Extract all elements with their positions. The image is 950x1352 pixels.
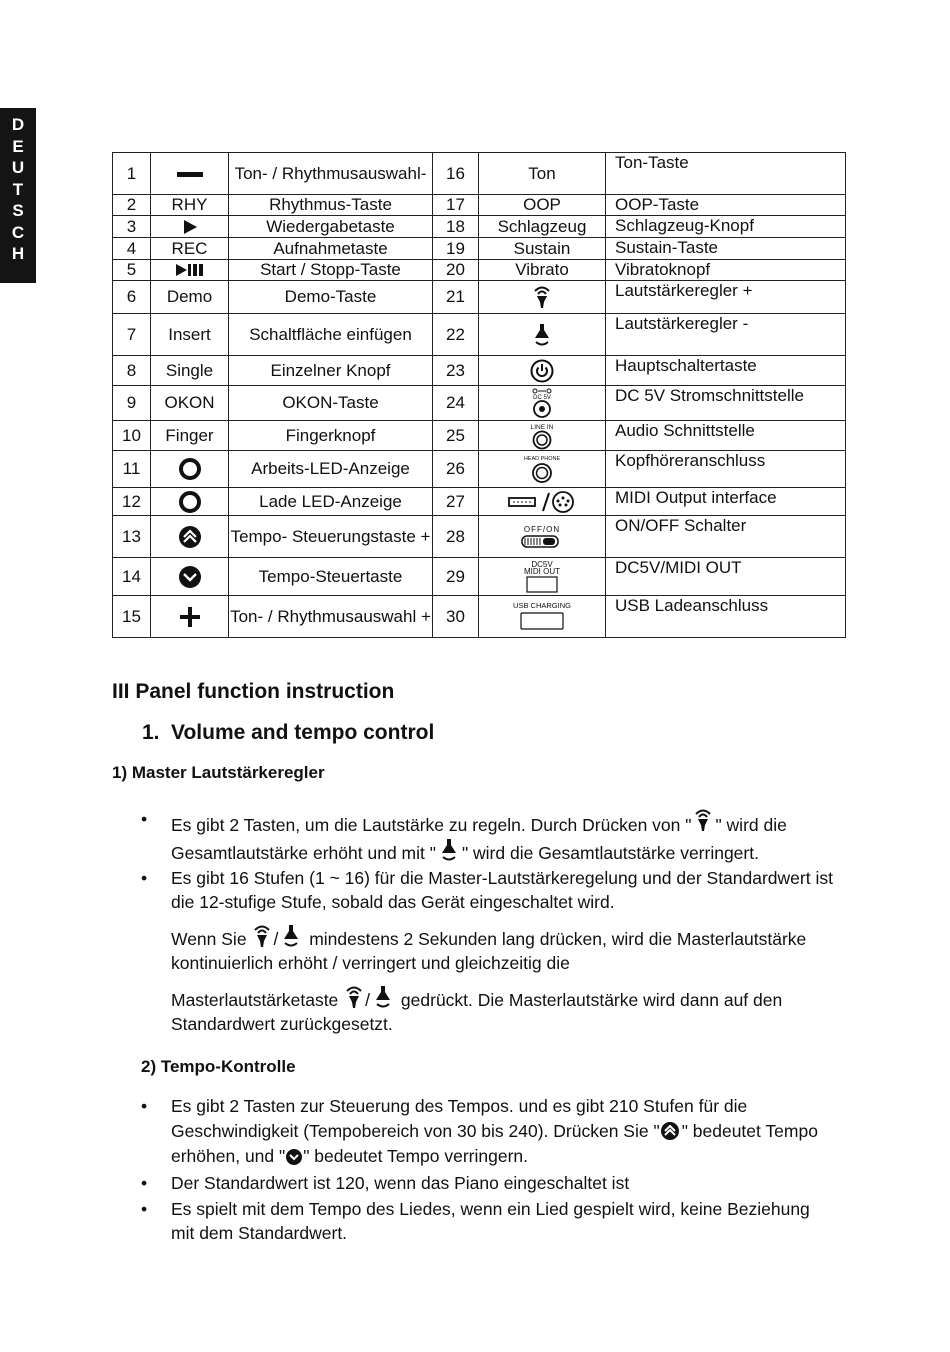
list-item bbox=[112, 1094, 836, 1169]
part-key: Sustain bbox=[479, 238, 606, 260]
slash: / bbox=[365, 990, 371, 1010]
tempo-up-icon bbox=[151, 516, 229, 558]
headphone-jack-icon bbox=[479, 451, 606, 488]
part-number: 12 bbox=[113, 488, 151, 516]
part-description: Einzelner Knopf bbox=[229, 356, 433, 386]
list-item-text: " wird die Gesamtlautstärke verringert. bbox=[461, 843, 759, 863]
tempo-down-icon bbox=[285, 1148, 303, 1166]
subsection-title-text: Volume and tempo control bbox=[171, 721, 435, 744]
table-row bbox=[113, 421, 846, 451]
part-key: RHY bbox=[151, 195, 229, 216]
list-item-text: " bedeutet Tempo verringern. bbox=[303, 1146, 529, 1166]
play-pause-icon bbox=[151, 260, 229, 281]
minus-bar-icon bbox=[151, 153, 229, 195]
part-description: Lautstärkeregler + bbox=[606, 281, 846, 314]
subsection-number: 1. bbox=[142, 721, 160, 744]
part-number: 9 bbox=[113, 386, 151, 421]
part-description: OKON-Taste bbox=[229, 386, 433, 421]
volume-up-icon bbox=[479, 281, 606, 314]
volume-up-icon bbox=[691, 807, 715, 833]
plus-icon bbox=[151, 596, 229, 638]
part-description: Start / Stopp-Taste bbox=[229, 260, 433, 281]
led-ring-icon bbox=[151, 451, 229, 488]
side-tab-letter: D bbox=[11, 115, 25, 134]
list-item-text: gedrückt. Die Masterlautstärke wird dann auf den Standardwert zurückgesetzt. bbox=[171, 990, 783, 1034]
part-description: Ton- / Rhythmusauswahl- bbox=[229, 153, 433, 195]
part-number: 22 bbox=[433, 314, 479, 356]
master-volume-heading: 1) Master Lautstärkeregler bbox=[112, 763, 325, 782]
switch-label: OFF/ON bbox=[523, 524, 561, 534]
table-row bbox=[113, 195, 846, 216]
part-number: 11 bbox=[113, 451, 151, 488]
part-key: Finger bbox=[151, 421, 229, 451]
part-key: REC bbox=[151, 238, 229, 260]
part-key: OKON bbox=[151, 386, 229, 421]
power-icon bbox=[479, 356, 606, 386]
list-item-text: Es gibt 2 Tasten zur Steuerung des Tempos. und es gibt 210 Stufen für die Geschwindigkeit (Tempobereich von 30 bis 240). Drücken Sie " bbox=[171, 1096, 748, 1141]
part-number: 10 bbox=[113, 421, 151, 451]
part-description: MIDI Output interface bbox=[606, 488, 846, 516]
part-description: Tempo-Steuertaste bbox=[229, 558, 433, 596]
dc-midi-label: MIDI OUT bbox=[524, 566, 560, 576]
part-key: Insert bbox=[151, 314, 229, 356]
line-in-jack-icon bbox=[479, 421, 606, 451]
part-key: Single bbox=[151, 356, 229, 386]
part-key: Ton bbox=[479, 153, 606, 195]
volume-up-icon bbox=[251, 923, 273, 949]
language-side-tab bbox=[0, 108, 36, 283]
part-description: Demo-Taste bbox=[229, 281, 433, 314]
subsection-title bbox=[142, 721, 434, 745]
dc-jack-icon bbox=[479, 386, 606, 421]
part-key: Vibrato bbox=[479, 260, 606, 281]
tempo-heading: 2) Tempo-Kontrolle bbox=[141, 1057, 296, 1076]
side-tab-letter: U bbox=[11, 158, 25, 177]
list-item-text: Es spielt mit dem Tempo des Liedes, wenn ein Lied gespielt wird, keine Beziehung mit dem Standardwert. bbox=[171, 1199, 810, 1243]
part-number: 19 bbox=[433, 238, 479, 260]
part-description: Wiedergabetaste bbox=[229, 216, 433, 238]
midi-port-icon bbox=[479, 488, 606, 516]
list-item bbox=[112, 1197, 836, 1245]
table-row bbox=[113, 238, 846, 260]
table-row bbox=[113, 153, 846, 195]
section-title: III Panel function instruction bbox=[112, 680, 395, 703]
table-row bbox=[113, 451, 846, 488]
table-row bbox=[113, 260, 846, 281]
part-number: 17 bbox=[433, 195, 479, 216]
list-item-text: Es gibt 2 Tasten, um die Lautstärke zu regeln. Durch Drücken von " bbox=[171, 815, 692, 835]
table-row bbox=[113, 356, 846, 386]
part-number: 21 bbox=[433, 281, 479, 314]
side-tab-letter: H bbox=[11, 244, 25, 263]
parts-table bbox=[112, 152, 846, 638]
part-number: 28 bbox=[433, 516, 479, 558]
part-description: Kopfhöreranschluss bbox=[606, 451, 846, 488]
list-item-text: " wird die Gesamtlautstärke erhöht und mit " bbox=[171, 815, 787, 863]
part-number: 25 bbox=[433, 421, 479, 451]
part-number: 3 bbox=[113, 216, 151, 238]
part-number: 14 bbox=[113, 558, 151, 596]
part-description: Ton-Taste bbox=[606, 153, 846, 195]
list-item-text: mindestens 2 Sekunden lang drücken, wird die Masterlautstärke kontinuierlich erhöht / verringert und gleichzeitig die bbox=[171, 929, 807, 973]
table-row bbox=[113, 386, 846, 421]
part-number: 26 bbox=[433, 451, 479, 488]
part-description: Aufnahmetaste bbox=[229, 238, 433, 260]
part-number: 5 bbox=[113, 260, 151, 281]
list-item-text: Masterlautstärketaste bbox=[171, 990, 339, 1010]
usb-port-icon bbox=[479, 596, 606, 638]
part-key: Schlagzeug bbox=[479, 216, 606, 238]
dc-midi-port-icon bbox=[479, 558, 606, 596]
part-key: Demo bbox=[151, 281, 229, 314]
part-number: 4 bbox=[113, 238, 151, 260]
volume-down-icon bbox=[436, 837, 462, 863]
part-number: 27 bbox=[433, 488, 479, 516]
master-volume-list bbox=[112, 807, 836, 1036]
table-row bbox=[113, 314, 846, 356]
led-ring-icon bbox=[151, 488, 229, 516]
part-number: 7 bbox=[113, 314, 151, 356]
part-description: Lade LED-Anzeige bbox=[229, 488, 433, 516]
part-number: 6 bbox=[113, 281, 151, 314]
side-tab-letter: S bbox=[12, 201, 24, 220]
part-description: Schaltfläche einfügen bbox=[229, 314, 433, 356]
part-description: Hauptschaltertaste bbox=[606, 356, 846, 386]
list-item bbox=[112, 866, 836, 1036]
switch-icon bbox=[479, 516, 606, 558]
part-number: 18 bbox=[433, 216, 479, 238]
part-description: USB Ladeanschluss bbox=[606, 596, 846, 638]
table-row bbox=[113, 596, 846, 638]
part-number: 15 bbox=[113, 596, 151, 638]
part-description: ON/OFF Schalter bbox=[606, 516, 846, 558]
tempo-list bbox=[112, 1094, 836, 1245]
part-number: 13 bbox=[113, 516, 151, 558]
line-in-label: LINE IN bbox=[530, 423, 554, 431]
list-item-text: Der Standardwert ist 120, wenn das Piano eingeschaltet ist bbox=[171, 1173, 630, 1193]
volume-down-icon bbox=[370, 984, 396, 1010]
dc-jack-label: DC 5V bbox=[533, 395, 551, 401]
part-description: Schlagzeug-Knopf bbox=[606, 216, 846, 238]
dc-midi-label: DC5V bbox=[531, 559, 553, 569]
play-icon bbox=[151, 216, 229, 238]
part-number: 16 bbox=[433, 153, 479, 195]
part-description: DC5V/MIDI OUT bbox=[606, 558, 846, 596]
part-number: 2 bbox=[113, 195, 151, 216]
table-row bbox=[113, 488, 846, 516]
part-number: 23 bbox=[433, 356, 479, 386]
tempo-up-icon bbox=[660, 1121, 682, 1141]
part-key: OOP bbox=[479, 195, 606, 216]
part-description: OOP-Taste bbox=[606, 195, 846, 216]
side-tab-letter: E bbox=[12, 136, 24, 156]
part-description: Lautstärkeregler - bbox=[606, 314, 846, 356]
table-row bbox=[113, 216, 846, 238]
side-tab-letter: C bbox=[11, 222, 25, 242]
list-item bbox=[112, 807, 836, 865]
part-description: Arbeits-LED-Anzeige bbox=[229, 451, 433, 488]
part-description: Ton- / Rhythmusauswahl + bbox=[229, 596, 433, 638]
table-row bbox=[113, 281, 846, 314]
slash: / bbox=[273, 929, 279, 949]
part-description: Audio Schnittstelle bbox=[606, 421, 846, 451]
usb-label: USB CHARGING bbox=[513, 600, 571, 610]
part-number: 8 bbox=[113, 356, 151, 386]
list-item-text: Wenn Sie bbox=[171, 929, 247, 949]
side-tab-letter: T bbox=[12, 179, 24, 199]
part-description: Sustain-Taste bbox=[606, 238, 846, 260]
list-item-text: " bedeutet Tempo erhöhen, und " bbox=[171, 1121, 818, 1166]
volume-down-icon bbox=[278, 923, 304, 949]
part-description: Vibratoknopf bbox=[606, 260, 846, 281]
part-number: 20 bbox=[433, 260, 479, 281]
headphone-label: HEAD PHONE bbox=[523, 456, 561, 462]
tempo-down-icon bbox=[151, 558, 229, 596]
part-description: Fingerknopf bbox=[229, 421, 433, 451]
part-number: 1 bbox=[113, 153, 151, 195]
part-description: DC 5V Stromschnittstelle bbox=[606, 386, 846, 421]
list-item bbox=[112, 1171, 836, 1195]
part-description: Rhythmus-Taste bbox=[229, 195, 433, 216]
table-row bbox=[113, 558, 846, 596]
part-number: 30 bbox=[433, 596, 479, 638]
volume-up-icon bbox=[343, 984, 365, 1010]
part-number: 29 bbox=[433, 558, 479, 596]
volume-down-icon bbox=[479, 314, 606, 356]
part-number: 24 bbox=[433, 386, 479, 421]
part-description: Tempo- Steuerungstaste + bbox=[229, 516, 433, 558]
list-item-text: Es gibt 16 Stufen (1 ~ 16) für die Master-Lautstärkeregelung und der Standardwert ist die 12-stufige Stufe, sobald das Gerät eingeschaltet wird. bbox=[171, 868, 833, 912]
table-row bbox=[113, 516, 846, 558]
